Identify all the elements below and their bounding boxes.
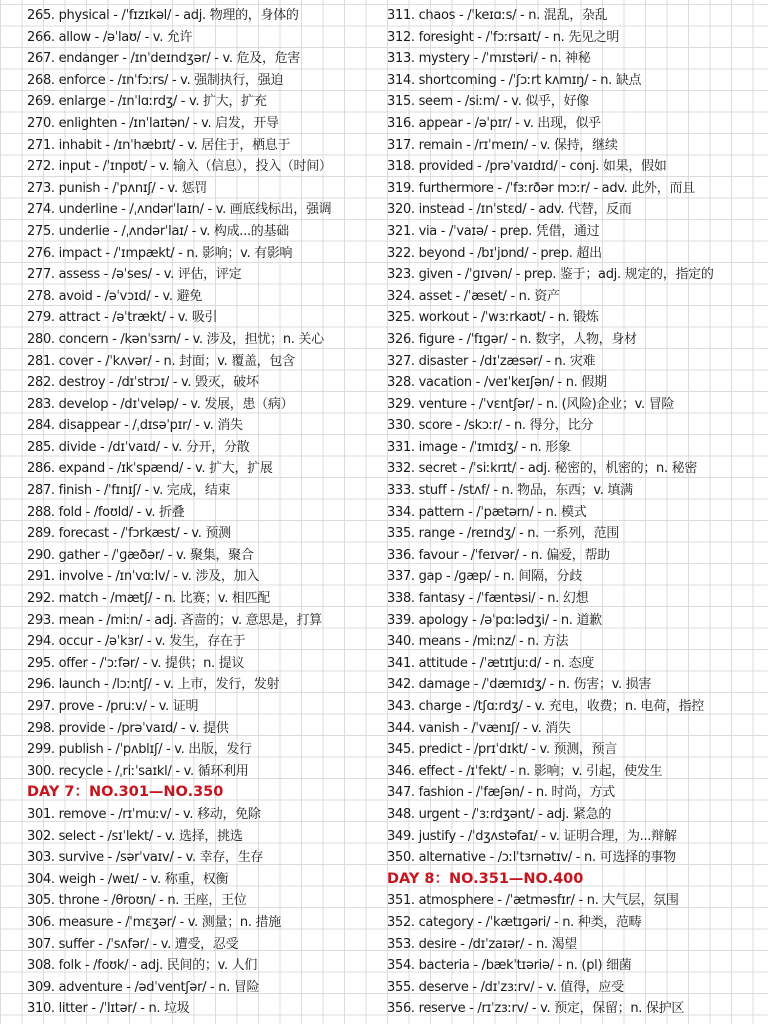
vocab-entry: 303. survive - /sərˈvaɪv/ - v. 幸存，生存 — [27, 850, 264, 866]
vocab-entry: 333. stuff - /stʌf/ - n. 物品，东西；v. 填满 — [387, 483, 633, 499]
vocab-entry: 344. vanish - /ˈvænɪʃ/ - v. 消失 — [387, 720, 571, 736]
vocab-entry: 331. image - /ˈɪmɪdʒ/ - n. 形象 — [387, 439, 571, 455]
vocab-entry: 296. launch - /lɔːntʃ/ - v. 上市，发行，发射 — [27, 677, 280, 693]
vocab-entry: 330. score - /skɔːr/ - n. 得分，比分 — [387, 418, 594, 434]
vocab-entry: 316. appear - /əˈpɪr/ - v. 出现，似乎 — [387, 115, 601, 131]
vocab-entry: 279. attract - /əˈtrækt/ - v. 吸引 — [27, 310, 218, 326]
vocab-entry: 320. instead - /ɪnˈstɛd/ - adv. 代替，反而 — [387, 202, 632, 218]
vocab-entry: 277. assess - /əˈses/ - v. 评估，评定 — [27, 267, 242, 283]
vocab-entry: 355. deserve - /dɪˈzɜːrv/ - v. 值得，应受 — [387, 979, 624, 995]
vocab-entry: 270. enlighten - /ɪnˈlaɪtən/ - v. 启发，开导 — [27, 115, 279, 131]
vocab-entry: 339. apology - /əˈpɑːlədʒi/ - n. 道歉 — [387, 612, 602, 628]
vocab-entry: 299. publish - /ˈpʌblɪʃ/ - v. 出版，发行 — [27, 742, 252, 758]
vocab-entry: 306. measure - /ˈmɛʒər/ - v. 测量；n. 措施 — [27, 914, 281, 930]
vocab-entry: 350. alternative - /ɔːlˈtɜrnətɪv/ - n. 可选择的事物 — [387, 850, 676, 866]
vocab-entry: 274. underline - /ˌʌndərˈlaɪn/ - v. 画底线标出，强调 — [27, 202, 332, 218]
vocab-entry: 321. via - /ˈvaɪə/ - prep. 凭借，通过 — [387, 223, 600, 239]
vocab-entry: 307. suffer - /ˈsʌfər/ - v. 遭受，忍受 — [27, 936, 239, 952]
vocab-entry: 337. gap - /ɡæp/ - n. 间隔，分歧 — [387, 569, 582, 585]
vocab-entry: 329. venture - /ˈvɛntʃər/ - n. (风险)企业；v. 冒险 — [387, 396, 675, 412]
vocab-entry: 293. mean - /miːn/ - adj. 吝啬的；v. 意思是，打算 — [27, 612, 322, 628]
vocab-entry: 338. fantasy - /ˈfæntəsi/ - n. 幻想 — [387, 591, 589, 607]
vocab-entry: 310. litter - /ˈlɪtər/ - n. 垃圾 — [27, 1001, 190, 1017]
vocab-entry: 341. attitude - /ˈætɪtjuːd/ - n. 态度 — [387, 655, 594, 671]
vocab-entry: 335. range - /reɪndʒ/ - n. 一系列，范围 — [387, 526, 620, 542]
day-heading: DAY 7：NO.301—NO.350 — [27, 784, 224, 801]
left-column — [27, 5, 379, 1020]
vocab-entry: 288. fold - /foʊld/ - v. 折叠 — [27, 504, 185, 520]
vocab-entry: 328. vacation - /veɪˈkeɪʃən/ - n. 假期 — [387, 375, 607, 391]
vocab-entry: 285. divide - /dɪˈvaɪd/ - v. 分开，分散 — [27, 439, 250, 455]
vocab-entry: 276. impact - /ˈɪmpækt/ - n. 影响；v. 有影响 — [27, 245, 293, 261]
vocab-entry: 272. input - /ˈɪnpʊt/ - v. 输入（信息），投入（时间） — [27, 159, 332, 175]
vocab-entry: 318. provided - /prəˈvaɪdɪd/ - conj. 如果，假如 — [387, 159, 667, 175]
vocab-entry: 268. enforce - /ɪnˈfɔːrs/ - v. 强制执行，强迫 — [27, 72, 284, 88]
vocab-entry: 287. finish - /ˈfɪnɪʃ/ - v. 完成，结束 — [27, 483, 231, 499]
vocab-entry: 289. forecast - /ˈfɔrkæst/ - v. 预测 — [27, 526, 231, 542]
vocab-entry: 311. chaos - /ˈkeɪɑːs/ - n. 混乱，杂乱 — [387, 8, 608, 23]
vocab-entry: 298. provide - /prəˈvaɪd/ - v. 提供 — [27, 720, 229, 736]
vocab-entry: 273. punish - /ˈpʌnɪʃ/ - v. 惩罚 — [27, 180, 208, 196]
vocab-entry: 302. select - /sɪˈlekt/ - v. 选择，挑选 — [27, 828, 243, 844]
vocab-entry: 319. furthermore - /ˈfɜːrðər mɔːr/ - adv. 此外，而且 — [387, 180, 695, 196]
vocab-entry: 325. workout - /ˈwɜːrkaʊt/ - n. 锻炼 — [387, 310, 599, 326]
vocab-entry: 327. disaster - /dɪˈzæsər/ - n. 灾难 — [387, 353, 596, 369]
vocab-entry: 347. fashion - /ˈfæʃən/ - n. 时尚，方式 — [387, 785, 615, 801]
vocab-entry: 301. remove - /rɪˈmuːv/ - v. 移动，免除 — [27, 806, 261, 822]
vocab-entry: 305. throne - /θroʊn/ - n. 王座，王位 — [27, 893, 247, 909]
vocab-entry: 342. damage - /ˈdæmɪdʒ/ - n. 伤害；v. 损害 — [387, 677, 652, 693]
vocab-entry: 340. means - /miːnz/ - n. 方法 — [387, 634, 569, 650]
vocab-entry: 356. reserve - /rɪˈzɜːrv/ - v. 预定，保留；n. 保护区 — [387, 1001, 685, 1017]
vocab-entry: 315. seem - /siːm/ - v. 似乎，好像 — [387, 94, 589, 110]
vocab-entry: 284. disappear - /ˌdɪsəˈpɪr/ - v. 消失 — [27, 418, 243, 434]
vocab-entry: 297. prove - /pruːv/ - v. 证明 — [27, 699, 199, 714]
vocab-entry: 351. atmosphere - /ˈætməsfɪr/ - n. 大气层，氛围 — [387, 893, 679, 909]
vocab-entry: 352. category - /ˈkætɪɡəri/ - n. 种类，范畴 — [387, 914, 642, 930]
vocab-entry: 282. destroy - /dɪˈstrɔɪ/ - v. 毁灭，破坏 — [27, 375, 259, 391]
vocab-entry: 314. shortcoming - /ˈʃɔːrt kʌmɪŋ/ - n. 缺点 — [387, 72, 642, 88]
vocab-entry: 308. folk - /foʊk/ - adj. 民间的；v. 人们 — [27, 958, 258, 974]
vocab-entry: 283. develop - /dɪˈveləp/ - v. 发展，患（病） — [27, 396, 294, 412]
vocab-entry: 265. physical - /ˈfɪzɪkəl/ - adj. 物理的，身体的 — [27, 8, 299, 23]
day-heading: DAY 8：NO.351—NO.400 — [387, 870, 584, 887]
vocab-entry: 295. offer - /ˈɔːfər/ - v. 提供；n. 提议 — [27, 655, 245, 671]
vocab-entry: 304. weigh - /weɪ/ - v. 称重，权衡 — [27, 871, 229, 887]
vocab-entry: 266. allow - /əˈlaʊ/ - v. 允许 — [27, 29, 193, 45]
vocab-entry: 271. inhabit - /ɪnˈhæbɪt/ - v. 居住于，栖息于 — [27, 137, 291, 153]
vocab-entry: 312. foresight - /ˈfɔːrsaɪt/ - n. 先见之明 — [387, 29, 620, 45]
vocab-entry: 343. charge - /tʃɑːrdʒ/ - v. 充电，收费；n. 电荷，指控 — [387, 699, 704, 714]
vocab-entry: 309. adventure - /ədˈventʃər/ - n. 冒险 — [27, 979, 260, 995]
vocab-entry: 349. justify - /ˈdʒʌstəfaɪ/ - v. 证明合理，为...辩解 — [387, 828, 677, 844]
vocab-entry: 278. avoid - /əˈvɔɪd/ - v. 避免 — [27, 288, 202, 304]
vocab-entry: 345. predict - /prɪˈdɪkt/ - v. 预测，预言 — [387, 742, 618, 758]
vocab-entry: 334. pattern - /ˈpætərn/ - n. 模式 — [387, 504, 587, 520]
vocab-entry: 323. given - /ˈɡɪvən/ - prep. 鉴于；adj. 规定的，指定的 — [387, 267, 714, 283]
vocab-entry: 275. underlie - /ˌʌndərˈlaɪ/ - v. 构成...的基础 — [27, 223, 289, 239]
vocab-entry: 300. recycle - /ˌriːˈsaɪkl/ - v. 循环利用 — [27, 763, 249, 779]
vocab-entry: 324. asset - /ˈæset/ - n. 资产 — [387, 288, 560, 304]
vocab-entry: 353. desire - /dɪˈzaɪər/ - n. 渴望 — [387, 936, 577, 952]
vocab-entry: 291. involve - /ɪnˈvɑːlv/ - v. 涉及，加入 — [27, 569, 259, 585]
vocab-entry: 336. favour - /ˈfeɪvər/ - n. 偏爱，帮助 — [387, 547, 610, 563]
vocab-entry: 346. effect - /ɪˈfekt/ - n. 影响；v. 引起，使发生 — [387, 763, 663, 779]
vocab-entry: 267. endanger - /ɪnˈdeɪndʒər/ - v. 危及，危害 — [27, 51, 301, 67]
vocab-entry: 322. beyond - /bɪˈjɒnd/ - prep. 超出 — [387, 245, 602, 261]
vocab-entry: 326. figure - /ˈfɪɡər/ - n. 数字，人物，身材 — [387, 331, 637, 347]
vocab-entry: 348. urgent - /ˈɜːrdʒənt/ - adj. 紧急的 — [387, 806, 612, 822]
vocab-entry: 317. remain - /rɪˈmeɪn/ - v. 保持，继续 — [387, 137, 618, 153]
right-column — [387, 5, 763, 1020]
vocab-entry: 313. mystery - /ˈmɪstəri/ - n. 神秘 — [387, 51, 591, 67]
vocab-entry: 290. gather - /ˈɡæðər/ - v. 聚集，聚合 — [27, 547, 254, 563]
vocab-entry: 286. expand - /ɪkˈspænd/ - v. 扩大，扩展 — [27, 461, 273, 477]
vocab-entry: 281. cover - /ˈkʌvər/ - n. 封面；v. 覆盖，包含 — [27, 353, 295, 369]
vocab-entry: 292. match - /mætʃ/ - n. 比赛；v. 相匹配 — [27, 591, 271, 607]
vocab-entry: 332. secret - /ˈsiːkrɪt/ - adj. 秘密的，机密的；n. 秘密 — [387, 461, 698, 477]
vocab-entry: 269. enlarge - /ɪnˈlɑːrdʒ/ - v. 扩大，扩充 — [27, 94, 267, 110]
vocab-entry: 294. occur - /əˈkɜr/ - v. 发生，存在于 — [27, 634, 246, 650]
vocab-entry: 354. bacteria - /bækˈtɪəriə/ - n. (pl) 细菌 — [387, 958, 632, 974]
vocab-entry: 280. concern - /kənˈsɜrn/ - v. 涉及，担忧；n. 关心 — [27, 331, 324, 347]
